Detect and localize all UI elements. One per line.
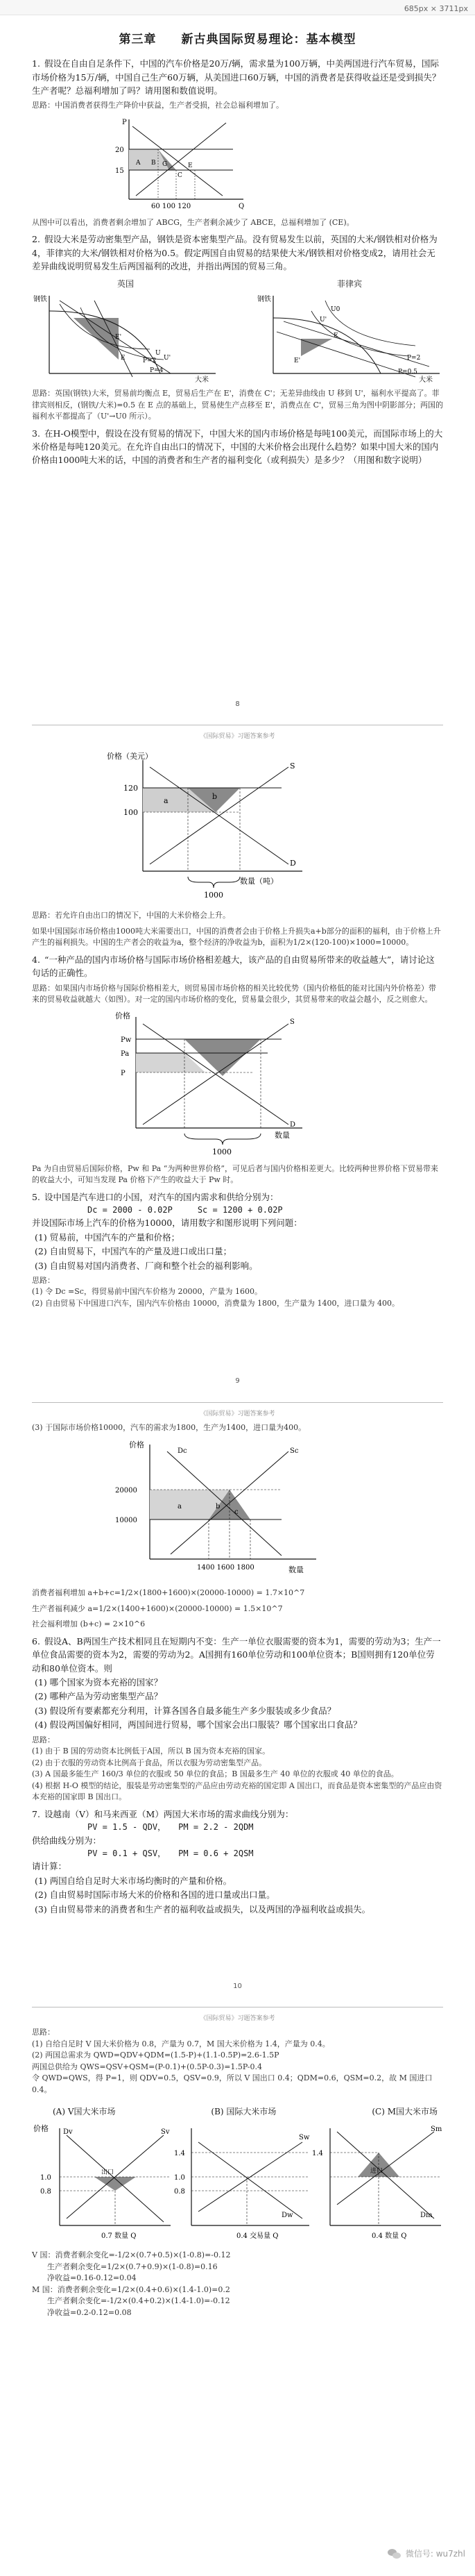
q5g-s: Sc [290,1447,299,1456]
q5g-l1: 消费者福利增加 a+b+c=1/2×(1800+1600)×(20000-10000) = 1.7×10^7 [32,1588,305,1598]
q7-ans-l9: 生产者剩余变化=-1/2×(0.4+0.2)×(1.4-1.0)=-0.12 [32,2296,230,2305]
page-9-label: 《国际贸易》习题答案参考 [200,1410,275,1417]
q3-brace-label: 1000 [204,891,223,900]
q5-items [32,1231,443,1272]
q5g-y-label: 价格 [129,1440,144,1450]
q7-b-t10: 1.0 [174,2174,185,2182]
q7-ans-l10: 净收益=0.2-0.12=0.08 [32,2307,132,2317]
q6-num: 6. [32,1635,40,1647]
q1-q-label: Q [239,202,245,210]
q7-item-2: (2) 自由贸易时国际市场大米的价格和各国的进口量或出口量。 [35,1889,275,1901]
q7-a-dv: Dv [63,2128,73,2136]
q7-b-dw: Dw [282,2212,293,2219]
q5g-b: b [216,1503,221,1511]
question-7 [32,1808,443,1916]
q3-answer-2: 如果中国国际市场价格由1000吨大米需要出口，中国的消费者会由于价格上升损失a+b部分的面积的福利，由于价格上升产生的福利损失。中国的生产者会的收益为a，整个经济的净收益为b，面积为1/2×(120-100)×1000=10000。 [32,926,441,948]
q7-ans-l2: (2) 两国总需求为 QWD=QDV+QDM=(1.5-P)+(1.1-0.5P)=2.6-1.5P [32,2051,279,2060]
q4-y-label: 价格 [115,1011,130,1020]
question-5 [32,1190,443,1272]
question-3 [32,427,443,467]
q5-text: 设中国是汽车进口的小国，对汽车的国内需求和供给分别为： [44,1191,279,1202]
q6-item-3: (3) 假设所有要素都充分利用，计算各国各自最多能生产多少服装或多少食品？ [35,1705,336,1716]
q1-answer-intro: 思路：中国消费者获得生产降价中获益，生产者受损，社会总福利增加了。 [32,101,284,110]
q5g-t20000: 20000 [115,1487,137,1495]
q7-ans-l7: 净收益=0.16-0.12=0.04 [32,2273,137,2282]
q7-c-x: 0.4 数量 Q [372,2232,407,2240]
q7-b-t08: 0.8 [174,2188,185,2196]
q2-ph-e: E [334,332,338,340]
q7-a-t10: 1.0 [40,2174,51,2182]
page-10-label: 《国际贸易》习题答案参考 [200,2015,275,2023]
q7-formula-2: PV = 0.1 + QSV， PM = 0.6 + 2QSM [87,1848,254,1858]
q6-text: 假设A、B两国生产技术相同且在短期内不变：生产一单位衣服需要的资本为1，需要的劳动为3；生产一单位食品需要的资本为2，需要的劳动为2。A国拥有160单位劳动和100单位资本；B国则拥有120单位劳动和80单位资本。则 [32,1635,441,1674]
q5-item-1: (1) 贸易前，中国汽车的产量和价格； [35,1231,180,1243]
q7-text2: 供给曲线分别为： [32,1835,102,1846]
q4-graph [32,1010,443,1159]
q1-tick-20: 20 [115,146,124,154]
q7-b-x: 0.4 交易量 Q [236,2232,279,2240]
q2-uk-p4: P=4 [150,367,164,375]
q3-area-a: a [164,796,169,806]
page-9-number: 9 [235,1377,240,1386]
q1-pt-e: E [188,162,193,169]
q1-pt-c: C [178,171,182,179]
q4-text: “一种产品的国内市场价格与国际市场价格相差越大，该产品的自由贸易所带来的收益越大”，请讨论这句话的正确性。 [32,954,435,979]
q7-item-1: (1) 两国自给自足时大米市场均衡时的产量和价格。 [35,1875,232,1886]
q7-ans-label: 思路： [32,2028,55,2037]
q6-item-1: (1) 哪个国家为资本充裕的国家？ [35,1677,163,1688]
q7-ans-l8: M 国：消费者剩余变化=1/2×(0.4+0.6)×(1.4-1.0)=0.2 [32,2284,230,2294]
q2-ph-axis-x: 大米 [419,376,433,385]
q3-t100: 100 [123,808,138,818]
q7-b-t14: 1.4 [174,2150,185,2157]
q5-answer-2: (2) 自由贸易下中国进口汽车，国内汽车价格由 10000，消费量为 1800，生产量为 1400，进口量为 400。 [32,1298,400,1308]
page-divider-2 [32,1402,443,1403]
q5-text2: 并设国际市场上汽车的价格为10000，请用数字和图形说明下列问题： [32,1218,302,1229]
q1-p-label: P [122,118,127,126]
q5-answers [32,1275,443,1310]
q2-text: 假设大米是劳动密集型产品，钢铁是资本密集型产品。没有贸易发生以前，英国的大米/钢铁相对价格为4，菲律宾的大米/钢铁相对价格为0.5。假定两国自由贸易的结果使大米/钢铁相对价格变成2，请用社会无差异曲线说明贸易发生后两国福利的改进，并指出两国的贸易三角。 [32,234,438,272]
q3-x-label: 数量（吨） [240,877,278,886]
q7-text3: 请计算： [32,1861,67,1872]
q5-item-2: (2) 自由贸易下，中国汽车的产量及进口或出口量； [35,1246,232,1257]
q5g-l3: 社会福利增加 (b+c) = 2×10^6 [32,1619,146,1629]
q7-item-3: (3) 自由贸易带来的消费者和生产者的福利收益或损失，以及两国的净福利收益或损失。 [35,1903,371,1914]
q5g-t10000: 10000 [115,1517,137,1525]
q6-item-2: (2) 哪种产品为劳动密集型产品？ [35,1691,163,1702]
q6-items [32,1676,443,1732]
q2-uk-axis-x: 大米 [195,376,209,385]
q7-b-sw: Sw [299,2134,310,2141]
q5-graph [32,1438,443,1583]
wechat-icon [388,2549,401,2560]
q5g-l0: 于国际市场价格10000，汽车的需求为1800，生产为1400，进口量为400。 [45,1422,306,1432]
q4-pw: Pw [121,1036,132,1044]
q1-bottom-ticks: 60 100 120 [151,202,191,210]
page-8-number: 8 [235,700,240,708]
chapter-title: 第三章 新古典国际贸易理论：基本模型 [119,33,356,47]
q1-graph [32,116,443,213]
q4-x-label: 数量 [275,1130,290,1140]
q1-pt-b: B [151,159,156,167]
q4-s: S [290,1018,295,1026]
page-10-number: 10 [233,1982,242,1990]
wechat-id-text: 微信号: wu7zhl [405,2549,465,2559]
q3-s-label: S [290,761,295,771]
q2-uk-p2: P=2 [143,357,157,365]
q2-ph-p2: P=2 [407,355,421,362]
q2-uk-caption: 英国 [116,278,134,289]
q1-tick-15: 15 [115,167,124,175]
q3-y-label: 价格（美元） [107,752,153,761]
q5-num: 5. [32,1191,40,1202]
q2-ph-ep: E' [294,357,301,365]
q7-ans-l5: V 国：消费者剩余变化=-1/2×(0.7+0.5)×(1-0.8)=-0.12 [32,2250,231,2259]
q4-note: Pa 为自由贸易后国际价格，Pw 和 Pa “为两种世界价格”，可见后者与国内价格相差更大。比较两种世界价格下贸易带来的收益大小，可知当发现 Pa 价格下产生的收益大于 Pw 时。 [32,1163,438,1184]
q7-ans-l1: (1) 自给自足时 V 国大米价格为 0.8，产量为 0.7，M 国大米价格为 1.4，产量为 0.4。 [32,2039,330,2048]
q2-num: 2. [32,234,40,245]
q7-c-t14: 1.4 [312,2150,323,2157]
q7-a-x: 0.7 数量 Q [101,2232,137,2240]
wechat-badge [388,2548,465,2561]
q7-c-dm: Dm [420,2212,433,2219]
q1-answer-note: 从图中可以看出，消费者剩余增加了 ABCG，生产者剩余减少了 ABCE，总福利增加了 (CE)。 [32,217,354,227]
q7-a-export: 出口 [101,2169,114,2176]
q7-answers [32,2027,443,2096]
q4-pb: P [121,1069,126,1077]
q4-d: D [290,1120,296,1129]
q7-ans-l4: 令 QWD=QWS，得 P=1，则 QDV=0.5，QSV=0.9，所以 V 国出口 0.4；QDM=0.6，QSM=0.2，故 M 国进口 0.4。 [32,2073,433,2094]
q2-ph-up: U' [320,317,327,324]
q5g-x-label: 数量 [288,1565,304,1575]
q7-three-markets [32,2105,443,2243]
q2-answer: 思路：英国(钢铁)大米，贸易前均衡点 E，贸易后生产在 E'，消费在 C'；无差异曲线由 U 移到 U'，福利水平提高了。菲律宾则相反，(钢铁/大米)=0.5 在 E 点的基础上，贸易使生产点移至 E'，消费点在 C'，贸易三角为图中阴影部分；两国的福利水平都提高了（U'→U0 所示）。 [32,389,444,421]
q5g-l2: 生产者福利减少 a=1/2×(1400+1600)×(20000-10000) = 1.5×10^7 [32,1603,283,1613]
q7-num: 7. [32,1808,40,1819]
q6-answers [32,1735,443,1803]
q4-answer: 思路：如果国内市场价格与国际价格相差大，则贸易国市场价格的相关比较优势（国内价格低的能对比国内外价格差）带来的贸易收益就越大（如图）。对一定的国内市场价格的变化，贸易量会很少，其贸易带来的收益会越小，反之则愈大。 [32,983,436,1004]
question-2 [32,233,443,273]
size-label: 685px × 3711px [404,4,468,13]
page-8 [0,746,475,1420]
question-4 [32,953,443,980]
question-6 [32,1635,443,1732]
q7-text: 设越南（V）和马来西亚（M）两国大米市场的需求曲线分别为： [44,1808,294,1819]
q5-answer-1: (1) 令 Dc =Sc，得贸易前中国汽车价格为 20000，产量为 1600。 [32,1287,262,1297]
q3-text: 在H-O模型中，假设在没有贸易的情况下，中国大米的国内市场价格是每吨100美元，而国际市场上的大米价格是每吨120美元。在允许自由出口的情况下，中国的大米价格会出现什么趋势？如果中国大米的国内价格由1000吨大米的话，中国的消费者和生产者的福利变化（或利损失）是多少？（用图和数字说明） [32,428,443,466]
q7-a-t08: 0.8 [40,2188,51,2196]
q1-pt-a: A [136,159,141,167]
q2-uk-u: U [155,350,161,357]
q7-ans-l3: 两国总供给为 QWS=QSV+QSM=(P-0.1)+(0.5P-0.3)=1.5P-0.4 [32,2062,262,2071]
q3-answer-1: 思路：若允许自由出口的情况下，中国的大米价格会上升。 [32,911,230,920]
q2-uk-ep: E' [115,334,122,342]
q3-t120: 120 [123,784,138,793]
q2-uk-diagram [32,278,219,385]
q7-graph-c-title: (C) M国大米市场 [372,2107,438,2117]
q5-answer-label: 思路： [32,1275,55,1285]
q2-ph-u0: U0 [331,306,340,314]
q1-num: 1. [32,58,40,69]
q5g-ticks: 1400 1600 1800 [197,1564,254,1572]
q6-answer-3: (3) A 国最多能生产 160/3 单位的衣服或 50 单位的食品；B 国最多生产 40 单位的衣服或 40 单位的食品。 [32,1769,399,1779]
q2-ph-axis-y: 钢铁 [257,296,271,304]
q2-ph-caption: 菲律宾 [336,278,362,289]
q7-graph-b-title: (B) 国际大米市场 [211,2107,277,2117]
page-10 [0,2027,475,2318]
q5-part3 [32,1422,443,1434]
q3-num: 3. [32,428,40,439]
top-size-bar [0,0,475,15]
q6-answer-4: (4) 根据 H-O 模型的结论，服装是劳动密集型的产品应由劳动充裕的国定即 A 国出口，而食品是资本密集型的产品应由资本充裕的国家即 B 国出口。 [32,1781,442,1802]
q7-items [32,1874,443,1916]
q7-formula-1: PV = 1.5 - QDV， PM = 2.2 - 2QDM [87,1821,254,1832]
q5g-a: a [178,1503,182,1511]
q2-diagrams [32,278,443,385]
q1-pt-g: G [162,160,168,168]
page-7 [0,15,475,742]
q1-text: 假设在自由自足条件下，中国的汽车价格是20万/辆，需求量为100万辆，中美两国进行汽车贸易，国际市场价格为15万/辆，中国自己生产60万辆，从美国进口60万辆，中国的消费者是获得收益还是受到损失？生产者呢？总福利增加了吗？请用图和数值说明。 [32,58,441,96]
q7-welfare [32,2250,443,2318]
q3-area-b: b [212,792,218,802]
q5g-d: Dc [178,1447,187,1456]
q7-a-y-label: 价格 [33,2124,49,2133]
q6-answer-label: 思路： [32,1735,55,1744]
q7-c-import: 进口 [370,2168,383,2175]
question-1 [32,57,443,97]
q2-ph-diagram [256,278,443,385]
q3-graph [32,746,443,906]
q3-d-label: D [290,859,296,868]
page-8-label: 《国际贸易》习题答案参考 [200,733,275,741]
q6-answer-1: (1) 由于 B 国的劳动资本比例低于A国，所以 B 国为资本充裕的国家。 [32,1746,270,1756]
q2-ph-p05: P=0.5 [398,369,417,376]
q2-uk-up: U' [164,355,171,362]
page-9 [0,1422,475,2025]
q4-pa: Pa [121,1050,130,1058]
q2-uk-axis-y: 钢铁 [33,296,47,304]
q7-ans-l6: 生产者剩余变化=1/2×(0.7+0.9)×(1-0.8)=0.16 [32,2262,218,2271]
q4-num: 4. [32,954,40,965]
q7-c-sm: Sm [431,2125,442,2133]
q2-uk-e: E [121,355,126,362]
q7-graph-a-title: (A) V国大米市场 [53,2107,116,2117]
q4-brace: 1000 [212,1147,232,1156]
q7-a-sv: Sv [161,2128,170,2136]
q5g-c: c [234,1508,239,1517]
q5g-intro: (3) [32,1422,43,1432]
q5-item-3: (3) 自由贸易对国内消费者、厂商和整个社会的福利影响。 [35,1260,258,1271]
q6-answer-2: (2) 由于衣服的劳动资本比例高于食品，所以衣服为劳动密集型产品。 [32,1758,267,1767]
q6-item-4: (4) 假设两国偏好相同，两国间进行贸易，哪个国家会出口服装？哪个国家出口食品？ [35,1719,362,1731]
q5-formula: Dc = 2000 - 0.02P Sc = 1200 + 0.02P [87,1204,283,1215]
